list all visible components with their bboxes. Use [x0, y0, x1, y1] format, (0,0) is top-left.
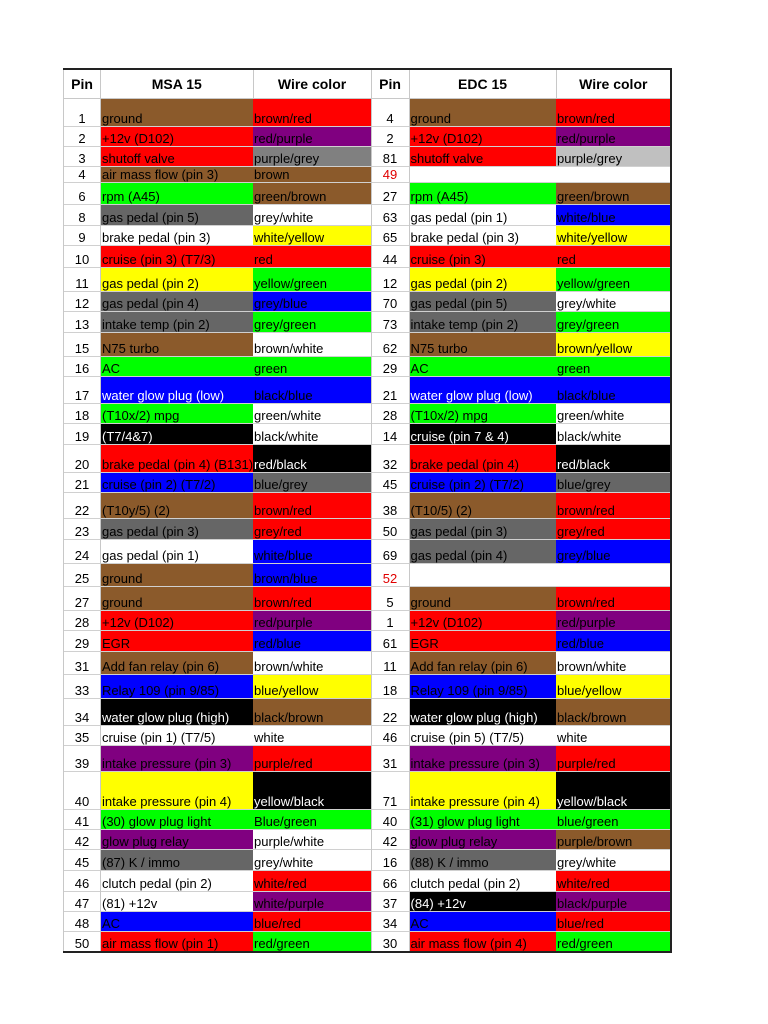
- edc-wire-color: red/black: [556, 445, 671, 473]
- msa-wire-color: white/yellow: [253, 226, 371, 246]
- edc-function: gas pedal (pin 1): [409, 205, 556, 226]
- msa-wire-color: brown/red: [253, 99, 371, 127]
- msa-wire-color: white/blue: [253, 540, 371, 564]
- msa-pin: 17: [64, 377, 101, 404]
- edc-wire-color: green/white: [556, 404, 671, 424]
- msa-pin: 31: [64, 652, 101, 675]
- table-row: [64, 675, 672, 699]
- msa-function: air mass flow (pin 1): [101, 932, 254, 953]
- table-row: [64, 699, 672, 726]
- edc-pin: 52: [371, 564, 409, 587]
- edc-pin: 38: [371, 493, 409, 519]
- edc-function: brake pedal (pin 3): [409, 226, 556, 246]
- msa-wire-color: black/white: [253, 424, 371, 445]
- edc-wire-color: brown/red: [556, 493, 671, 519]
- msa-pin: 29: [64, 631, 101, 652]
- edc-function: +12v (D102): [409, 611, 556, 631]
- msa-pin: 47: [64, 892, 101, 912]
- msa-wire-color: red: [253, 246, 371, 268]
- msa-wire-color: brown/red: [253, 493, 371, 519]
- msa-function: water glow plug (low): [101, 377, 254, 404]
- msa-function: cruise (pin 1) (T7/5): [101, 726, 254, 746]
- msa-function: intake pressure (pin 3): [101, 746, 254, 772]
- edc-function: cruise (pin 2) (T7/2): [409, 473, 556, 493]
- msa-function: brake pedal (pin 4) (B131): [101, 445, 254, 473]
- msa-function: (87) K / immo: [101, 850, 254, 871]
- pinout-rows: [64, 99, 672, 953]
- table-row: [64, 246, 672, 268]
- table-row: [64, 564, 672, 587]
- edc-pin: 37: [371, 892, 409, 912]
- table-row: [64, 850, 672, 871]
- edc-function: EGR: [409, 631, 556, 652]
- edc-wire-color: blue/green: [556, 810, 671, 830]
- msa-pin: 23: [64, 519, 101, 540]
- edc-wire-color: purple/red: [556, 746, 671, 772]
- edc-wire-color: black/blue: [556, 377, 671, 404]
- msa-function: ground: [101, 99, 254, 127]
- table-row: [64, 519, 672, 540]
- edc-wire-color: red/blue: [556, 631, 671, 652]
- table-row: [64, 127, 672, 147]
- edc-wire-color: green/brown: [556, 183, 671, 205]
- edc-function: N75 turbo: [409, 333, 556, 357]
- msa-function: gas pedal (pin 1): [101, 540, 254, 564]
- msa-wire-color: white/purple: [253, 892, 371, 912]
- msa-pin: 10: [64, 246, 101, 268]
- msa-wire-color: grey/green: [253, 312, 371, 333]
- edc-function: intake pressure (pin 4): [409, 772, 556, 810]
- edc-wire-color: grey/green: [556, 312, 671, 333]
- msa-function: (T10y/5) (2): [101, 493, 254, 519]
- edc-function: gas pedal (pin 5): [409, 292, 556, 312]
- msa-pin: 8: [64, 205, 101, 226]
- msa-pin: 40: [64, 772, 101, 810]
- msa-pin: 16: [64, 357, 101, 377]
- edc-pin: 44: [371, 246, 409, 268]
- table-row: [64, 493, 672, 519]
- edc-function: Relay 109 (pin 9/85): [409, 675, 556, 699]
- header-msa15: MSA 15: [101, 69, 254, 99]
- edc-function: AC: [409, 357, 556, 377]
- edc-pin: 49: [371, 167, 409, 183]
- msa-function: gas pedal (pin 5): [101, 205, 254, 226]
- msa-function: intake pressure (pin 4): [101, 772, 254, 810]
- edc-pin: 16: [371, 850, 409, 871]
- edc-wire-color: white/red: [556, 871, 671, 892]
- msa-function: cruise (pin 2) (T7/2): [101, 473, 254, 493]
- edc-wire-color: black/purple: [556, 892, 671, 912]
- edc-pin: 14: [371, 424, 409, 445]
- edc-wire-color: purple/grey: [556, 147, 671, 167]
- msa-function: EGR: [101, 631, 254, 652]
- msa-pin: 21: [64, 473, 101, 493]
- edc-function: water glow plug (low): [409, 377, 556, 404]
- msa-pin: 34: [64, 699, 101, 726]
- msa-wire-color: red/green: [253, 932, 371, 953]
- msa-pin: 6: [64, 183, 101, 205]
- edc-pin: 31: [371, 746, 409, 772]
- edc-function: intake pressure (pin 3): [409, 746, 556, 772]
- edc-pin: 81: [371, 147, 409, 167]
- edc-function: clutch pedal (pin 2): [409, 871, 556, 892]
- edc-pin: 34: [371, 912, 409, 932]
- msa-pin: 22: [64, 493, 101, 519]
- msa-wire-color: blue/grey: [253, 473, 371, 493]
- table-row: [64, 404, 672, 424]
- table-row: [64, 147, 672, 167]
- edc-wire-color: blue/red: [556, 912, 671, 932]
- edc-pin: 73: [371, 312, 409, 333]
- edc-function: cruise (pin 5) (T7/5): [409, 726, 556, 746]
- edc-wire-color: brown/white: [556, 652, 671, 675]
- header-wire-color-msa: Wire color: [253, 69, 371, 99]
- msa-function: air mass flow (pin 3): [101, 167, 254, 183]
- msa-function: (30) glow plug light: [101, 810, 254, 830]
- edc-function: gas pedal (pin 4): [409, 540, 556, 564]
- msa-wire-color: purple/white: [253, 830, 371, 850]
- edc-pin: 50: [371, 519, 409, 540]
- edc-function: gas pedal (pin 2): [409, 268, 556, 292]
- table-row: [64, 445, 672, 473]
- edc-function: rpm (A45): [409, 183, 556, 205]
- msa-pin: 15: [64, 333, 101, 357]
- edc-wire-color: brown/red: [556, 99, 671, 127]
- table-row: [64, 226, 672, 246]
- edc-wire-color: yellow/black: [556, 772, 671, 810]
- edc-pin: 70: [371, 292, 409, 312]
- table-row: [64, 205, 672, 226]
- msa-pin: 13: [64, 312, 101, 333]
- header-wire-color-edc: Wire color: [556, 69, 671, 99]
- edc-wire-color: black/brown: [556, 699, 671, 726]
- msa-pin: 39: [64, 746, 101, 772]
- msa-wire-color: purple/red: [253, 746, 371, 772]
- edc-wire-color: red/green: [556, 932, 671, 953]
- table-row: [64, 424, 672, 445]
- table-row: [64, 932, 672, 953]
- edc-function: gas pedal (pin 3): [409, 519, 556, 540]
- edc-pin: 45: [371, 473, 409, 493]
- table-row: [64, 357, 672, 377]
- edc-wire-color: red/purple: [556, 127, 671, 147]
- edc-function: ground: [409, 587, 556, 611]
- msa-pin: 25: [64, 564, 101, 587]
- msa-pin: 20: [64, 445, 101, 473]
- table-row: [64, 830, 672, 850]
- msa-function: brake pedal (pin 3): [101, 226, 254, 246]
- msa-wire-color: red/blue: [253, 631, 371, 652]
- edc-wire-color: grey/red: [556, 519, 671, 540]
- edc-function: (88) K / immo: [409, 850, 556, 871]
- msa-wire-color: grey/blue: [253, 292, 371, 312]
- msa-function: intake temp (pin 2): [101, 312, 254, 333]
- edc-function: (31) glow plug light: [409, 810, 556, 830]
- msa-function: gas pedal (pin 3): [101, 519, 254, 540]
- edc-wire-color: black/white: [556, 424, 671, 445]
- msa-wire-color: purple/grey: [253, 147, 371, 167]
- edc-wire-color: red: [556, 246, 671, 268]
- edc-function: [409, 564, 556, 587]
- table-row: [64, 312, 672, 333]
- msa-wire-color: brown/blue: [253, 564, 371, 587]
- msa-function: clutch pedal (pin 2): [101, 871, 254, 892]
- msa-function: ground: [101, 587, 254, 611]
- edc-wire-color: [556, 167, 671, 183]
- table-row: [64, 473, 672, 493]
- msa-function: gas pedal (pin 4): [101, 292, 254, 312]
- msa-pin: 1: [64, 99, 101, 127]
- msa-wire-color: green/brown: [253, 183, 371, 205]
- table-row: [64, 772, 672, 810]
- edc-pin: 29: [371, 357, 409, 377]
- edc-pin: 11: [371, 652, 409, 675]
- edc-function: (T10x/2) mpg: [409, 404, 556, 424]
- edc-wire-color: brown/yellow: [556, 333, 671, 357]
- msa-function: rpm (A45): [101, 183, 254, 205]
- header-row: [64, 69, 672, 99]
- edc-pin: 42: [371, 830, 409, 850]
- msa-wire-color: brown/red: [253, 587, 371, 611]
- msa-wire-color: blue/red: [253, 912, 371, 932]
- msa-pin: 35: [64, 726, 101, 746]
- msa-function: AC: [101, 912, 254, 932]
- table-row: [64, 183, 672, 205]
- msa-wire-color: green/white: [253, 404, 371, 424]
- msa-pin: 24: [64, 540, 101, 564]
- edc-pin: 61: [371, 631, 409, 652]
- msa-wire-color: grey/white: [253, 205, 371, 226]
- edc-pin: 65: [371, 226, 409, 246]
- edc-pin: 18: [371, 675, 409, 699]
- msa-function: (T10x/2) mpg: [101, 404, 254, 424]
- edc-pin: 22: [371, 699, 409, 726]
- header-pin-msa: Pin: [64, 69, 101, 99]
- msa-pin: 11: [64, 268, 101, 292]
- msa-pin: 33: [64, 675, 101, 699]
- edc-function: glow plug relay: [409, 830, 556, 850]
- table-row: [64, 810, 672, 830]
- msa-wire-color: green: [253, 357, 371, 377]
- table-row: [64, 871, 672, 892]
- table-row: [64, 746, 672, 772]
- table-row: [64, 540, 672, 564]
- table-row: [64, 611, 672, 631]
- edc-pin: 40: [371, 810, 409, 830]
- table-row: [64, 912, 672, 932]
- edc-wire-color: [556, 564, 671, 587]
- edc-wire-color: blue/grey: [556, 473, 671, 493]
- edc-pin: 1: [371, 611, 409, 631]
- msa-pin: 42: [64, 830, 101, 850]
- msa-function: gas pedal (pin 2): [101, 268, 254, 292]
- edc-wire-color: white/blue: [556, 205, 671, 226]
- msa-function: Add fan relay (pin 6): [101, 652, 254, 675]
- edc-wire-color: yellow/green: [556, 268, 671, 292]
- msa-function: (81) +12v: [101, 892, 254, 912]
- msa-wire-color: black/blue: [253, 377, 371, 404]
- edc-function: cruise (pin 7 & 4): [409, 424, 556, 445]
- msa-pin: 28: [64, 611, 101, 631]
- edc-pin: 46: [371, 726, 409, 746]
- msa-wire-color: brown: [253, 167, 371, 183]
- msa-function: water glow plug (high): [101, 699, 254, 726]
- msa-pin: 3: [64, 147, 101, 167]
- edc-pin: 28: [371, 404, 409, 424]
- msa-wire-color: brown/white: [253, 652, 371, 675]
- msa-wire-color: yellow/green: [253, 268, 371, 292]
- msa-wire-color: black/brown: [253, 699, 371, 726]
- msa-function: AC: [101, 357, 254, 377]
- msa-pin: 27: [64, 587, 101, 611]
- msa-pin: 18: [64, 404, 101, 424]
- msa-pin: 45: [64, 850, 101, 871]
- msa-function: +12v (D102): [101, 611, 254, 631]
- table-row: [64, 377, 672, 404]
- msa-wire-color: red/purple: [253, 127, 371, 147]
- edc-wire-color: white/yellow: [556, 226, 671, 246]
- edc-pin: 2: [371, 127, 409, 147]
- msa-pin: 48: [64, 912, 101, 932]
- edc-function: +12v (D102): [409, 127, 556, 147]
- msa-function: glow plug relay: [101, 830, 254, 850]
- msa-pin: 12: [64, 292, 101, 312]
- edc-pin: 30: [371, 932, 409, 953]
- table-row: [64, 99, 672, 127]
- edc-pin: 71: [371, 772, 409, 810]
- msa-wire-color: red/black: [253, 445, 371, 473]
- edc-pin: 21: [371, 377, 409, 404]
- msa-pin: 50: [64, 932, 101, 953]
- edc-function: intake temp (pin 2): [409, 312, 556, 333]
- msa-wire-color: blue/yellow: [253, 675, 371, 699]
- edc-function: shutoff valve: [409, 147, 556, 167]
- edc-function: [409, 167, 556, 183]
- edc-function: Add fan relay (pin 6): [409, 652, 556, 675]
- edc-wire-color: grey/white: [556, 292, 671, 312]
- msa-function: shutoff valve: [101, 147, 254, 167]
- msa-wire-color: yellow/black: [253, 772, 371, 810]
- edc-wire-color: grey/white: [556, 850, 671, 871]
- msa-pin: 9: [64, 226, 101, 246]
- msa-wire-color: red/purple: [253, 611, 371, 631]
- table-row: [64, 167, 672, 183]
- edc-wire-color: white: [556, 726, 671, 746]
- edc-pin: 66: [371, 871, 409, 892]
- edc-function: brake pedal (pin 4): [409, 445, 556, 473]
- table-row: [64, 631, 672, 652]
- pinout-table: [63, 68, 672, 953]
- edc-pin: 4: [371, 99, 409, 127]
- msa-function: N75 turbo: [101, 333, 254, 357]
- edc-function: water glow plug (high): [409, 699, 556, 726]
- edc-pin: 12: [371, 268, 409, 292]
- msa-pin: 2: [64, 127, 101, 147]
- table-row: [64, 333, 672, 357]
- wiring-pinout-sheet: [63, 68, 672, 953]
- edc-wire-color: purple/brown: [556, 830, 671, 850]
- edc-function: ground: [409, 99, 556, 127]
- edc-function: air mass flow (pin 4): [409, 932, 556, 953]
- edc-wire-color: red/purple: [556, 611, 671, 631]
- msa-function: Relay 109 (pin 9/85): [101, 675, 254, 699]
- edc-wire-color: brown/red: [556, 587, 671, 611]
- msa-function: (T7/4&7): [101, 424, 254, 445]
- msa-function: cruise (pin 3) (T7/3): [101, 246, 254, 268]
- msa-function: ground: [101, 564, 254, 587]
- msa-wire-color: white/red: [253, 871, 371, 892]
- edc-function: (84) +12v: [409, 892, 556, 912]
- msa-pin: 19: [64, 424, 101, 445]
- table-row: [64, 587, 672, 611]
- header-pin-edc: Pin: [371, 69, 409, 99]
- table-row: [64, 652, 672, 675]
- table-row: [64, 892, 672, 912]
- edc-wire-color: blue/yellow: [556, 675, 671, 699]
- msa-wire-color: grey/white: [253, 850, 371, 871]
- msa-pin: 4: [64, 167, 101, 183]
- edc-wire-color: grey/blue: [556, 540, 671, 564]
- edc-pin: 63: [371, 205, 409, 226]
- table-row: [64, 268, 672, 292]
- header-edc15: EDC 15: [409, 69, 556, 99]
- edc-wire-color: green: [556, 357, 671, 377]
- table-row: [64, 292, 672, 312]
- edc-pin: 69: [371, 540, 409, 564]
- edc-function: AC: [409, 912, 556, 932]
- msa-wire-color: Blue/green: [253, 810, 371, 830]
- edc-pin: 62: [371, 333, 409, 357]
- edc-pin: 32: [371, 445, 409, 473]
- table-row: [64, 726, 672, 746]
- edc-function: cruise (pin 3): [409, 246, 556, 268]
- msa-pin: 46: [64, 871, 101, 892]
- edc-function: (T10/5) (2): [409, 493, 556, 519]
- msa-function: +12v (D102): [101, 127, 254, 147]
- msa-wire-color: grey/red: [253, 519, 371, 540]
- msa-pin: 41: [64, 810, 101, 830]
- msa-wire-color: brown/white: [253, 333, 371, 357]
- msa-wire-color: white: [253, 726, 371, 746]
- edc-pin: 5: [371, 587, 409, 611]
- edc-pin: 27: [371, 183, 409, 205]
